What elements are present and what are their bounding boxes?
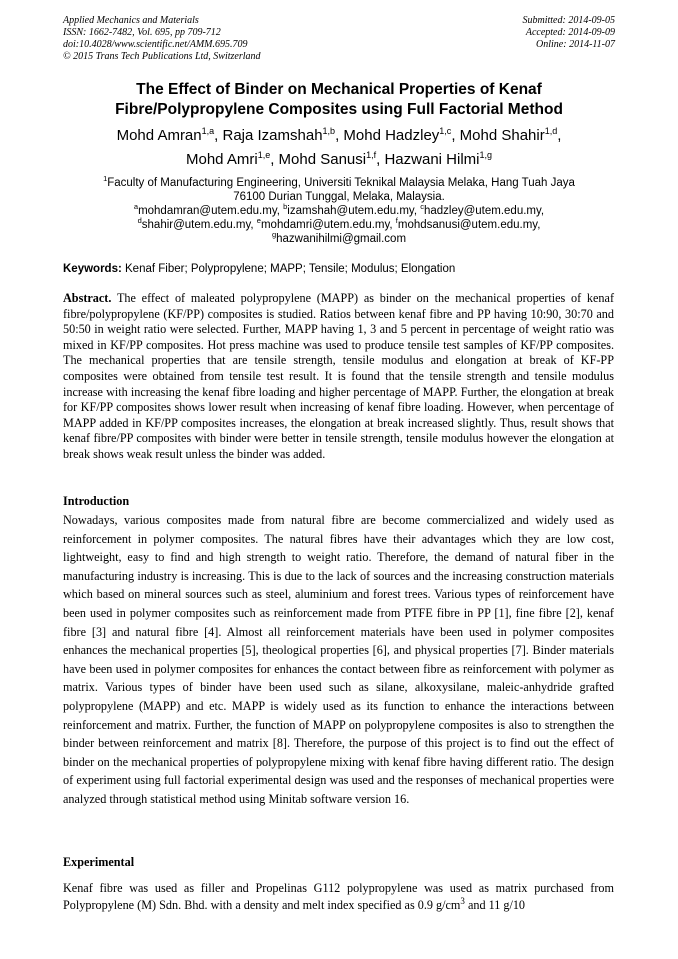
- experimental-text-a: Kenaf fibre was used as filler and Propelinas G112 polypropylene was used as matrix purchased from Polypropylene (M) Sdn. Bhd. with a density and melt index specified as 0.9 g/cm: [63, 881, 614, 912]
- email-sup: b: [283, 202, 288, 212]
- email-line-2: $^d$shahir@utem.edu.my, $^e$mohdamri@utem.edu.my, $^f$mohdsanusi@utem.edu.my,: [137, 216, 541, 231]
- email-sup: d: [137, 216, 142, 226]
- email-link[interactable]: mohdamri@utem.edu.my: [260, 219, 390, 231]
- date-online: Online: 2014-11-07: [536, 39, 615, 50]
- experimental-text: [63, 880, 614, 914]
- email-sup: g: [271, 230, 277, 240]
- keywords: [63, 262, 623, 276]
- abstract-label: Abstract.: [63, 291, 112, 305]
- author-name: Mohd Shahir: [459, 127, 545, 144]
- journal-name: Applied Mechanics and Materials: [63, 15, 199, 26]
- experimental-text-b: and 11 g/10: [464, 898, 526, 912]
- publication-dates: [523, 15, 616, 51]
- email-line-1: $^a$mohdamran@utem.edu.my, $^b$izamshah@utem.edu.my, $^c$hadzley@utem.edu.my,: [133, 202, 545, 217]
- abstract-text: The effect of maleated polypropylene (MAPP) as binder on the mechanical properties of kenaf fibre/polypropylene (KF/PP) composites is studied. Ratios between kenaf fibre and PP having 10:90, 30:70 and 50:50 in weight ratio were selected. Further, MAPP having 1, 3 and 5 percent in percentage of weight ratio was mixed in KF/PP composites. Hot press machine was used to produce tensile test samples of KF/PP composites. The mechanical properties that are tensile strength, tensile modulus and elongation at break of KF-PP composites were obtained from tensile test result. It is found that the tensile strength and tensile modulus increase with increasing the kenaf fibre loading and higher percentage of MAPP. Further, the elongation at break for KF/PP composites shows lower result when increasing of kenaf fibre loading. However, when percentage of MAPP added in KF/PP composites increases, the elongation at break increased slightly. Thus, result shows that kenaf fibre/PP composites with binder were better in tensile strength, tensile modulus however the elongation at break shows weak result unless the binder was added.: [63, 291, 614, 461]
- author-sup: 1,f: [366, 150, 377, 160]
- introduction-heading: Introduction: [63, 494, 130, 508]
- journal-info: [63, 15, 261, 63]
- keywords-label: Keywords:: [63, 263, 122, 275]
- email-sup: e: [256, 216, 261, 226]
- experimental-heading: Experimental: [63, 855, 135, 869]
- journal-doi: doi:10.4028/www.scientific.net/AMM.695.709: [63, 39, 248, 50]
- date-accepted: Accepted: 2014-09-09: [525, 27, 615, 38]
- introduction-text: Nowadays, various composites made from natural fibre are become commercialized and widely used as reinforcement in polymer composites. The natural fibres have their advantages which they are low cost, lightweight, easy to find and high strength to weight ratio. Therefore, the demand of natural fiber in the manufacturing industry is increasing. This is due to the lack of sources and the increasing construction materials which based on mineral sources such as steel, aluminium and forest trees. Various types of reinforcement have been used in polymer composites such as reinforcement made from PTFE fibre in PP [1], fine fibre [2], kenaf fibre [3] and natural fibre [4]. Almost all reinforcement materials have been used in polymer composites enhances the mechanical properties [5], theological properties [6], and physical properties [7]. Binder materials have been used in polymer composites for enhances the contact between fibre as reinforcement with polymer as matrix. Various types of binder have been used such as silane, alkoxysilane, maleic-anhydride grafted polypropylene (MAPP) and etc. MAPP is widely used as its function to enhance the interactions between reinforcement and matrix. Further, the function of MAPP on polypropylene composites is also to strengthen the binder between reinforcement and matrix [8]. Therefore, the purpose of this project is to find out the effect of binder on the mechanical properties of polypropylene mixing with kenaf fibre having different ratio. The design of experiment using full factorial experimental design was used and the responses of mechanical properties were analyzed through statistical method using Minitab software version 16.: [63, 513, 614, 806]
- author-name: Raja Izamshah: [222, 127, 323, 144]
- email-sup: a: [133, 202, 139, 212]
- author-name: Mohd Amri: [185, 151, 258, 168]
- title-line-2: Fibre/Polypropylene Composites using Full Factorial Method: [115, 101, 563, 118]
- author-sup: 1,d: [544, 126, 558, 136]
- email-link[interactable]: hadzley@utem.edu.my: [423, 205, 541, 217]
- title-line-1: The Effect of Binder on Mechanical Properties of Kenaf: [136, 81, 542, 98]
- date-submitted: Submitted: 2014-09-05: [522, 15, 615, 26]
- email-sup: c: [420, 202, 424, 212]
- author-sup: 1,c: [439, 126, 452, 136]
- author-name: Hazwani Hilmi: [384, 151, 480, 168]
- author-sup: 1,a: [201, 126, 215, 136]
- paper-title: [40, 80, 638, 120]
- email-link[interactable]: hazwanihilmi@gmail.com: [276, 233, 407, 245]
- author-sup: 1,b: [322, 126, 336, 136]
- email-link[interactable]: mohdamran@utem.edu.my: [138, 205, 277, 217]
- journal-copyright: © 2015 Trans Tech Publications Ltd, Switzerland: [63, 51, 261, 62]
- affiliation-text: Faculty of Manufacturing Engineering, Universiti Teknikal Malaysia Melaka, Hang Tuah Jaya: [107, 177, 575, 189]
- affiliation-block: [40, 176, 638, 246]
- abstract: [63, 291, 614, 463]
- author-line-1: Mohd Amran$^{1,a}$, Raja Izamshah$^{1,b}$, Mohd Hadzley$^{1,c}$, Mohd Shahir$^{1,d}$,: [116, 126, 562, 144]
- author-name: Mohd Amran: [116, 127, 202, 144]
- affiliation-sup: 1: [103, 174, 108, 184]
- affiliation-line-2: 76100 Durian Tunggal, Melaka, Malaysia.: [233, 191, 445, 203]
- experimental-sup: 3: [460, 895, 465, 906]
- author-line-2: Mohd Amri$^{1,e}$, Mohd Sanusi$^{1,f}$, Hazwani Hilmi$^{1,g}$: [185, 150, 493, 168]
- affiliation-line-1: [40, 176, 638, 190]
- email-line-3: [40, 232, 638, 246]
- email-link[interactable]: shahir@utem.edu.my: [141, 219, 251, 231]
- email-link[interactable]: izamshah@utem.edu.my: [287, 205, 414, 217]
- author-sup: 1,e: [257, 150, 271, 160]
- journal-issn: ISSN: 1662-7482, Vol. 695, pp 709-712: [63, 27, 221, 38]
- author-list: [30, 124, 648, 172]
- email-sup: f: [395, 216, 398, 226]
- author-sup: 1,g: [479, 150, 493, 160]
- author-name: Mohd Hadzley: [343, 127, 440, 144]
- keywords-text: Kenaf Fiber; Polypropylene; MAPP; Tensile; Modulus; Elongation: [125, 263, 456, 275]
- author-name: Mohd Sanusi: [278, 151, 367, 168]
- email-link[interactable]: mohdsanusi@utem.edu.my: [397, 219, 538, 231]
